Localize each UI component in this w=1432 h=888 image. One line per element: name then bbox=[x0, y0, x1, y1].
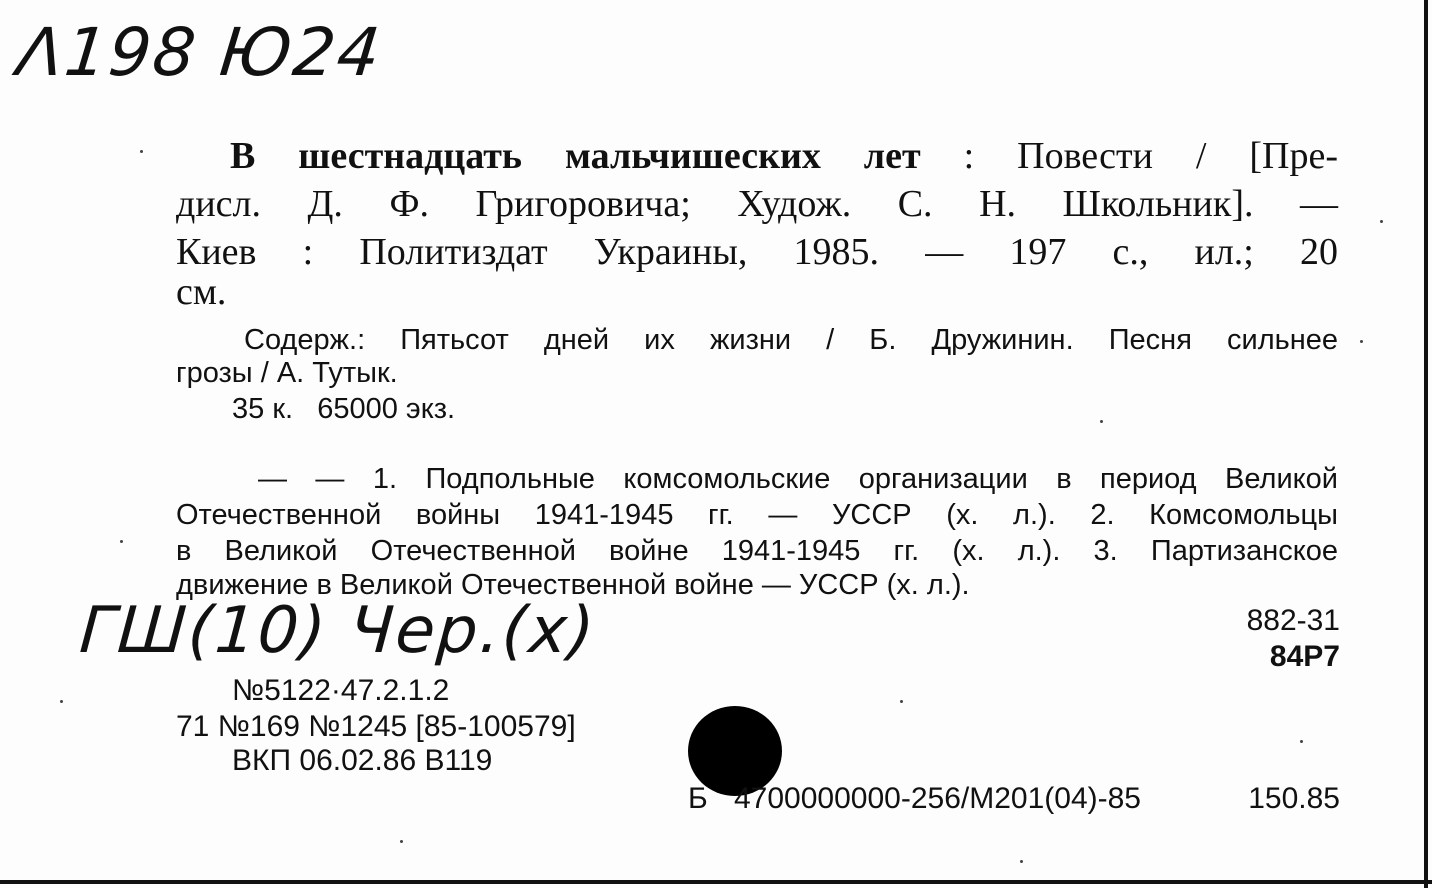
card-numbers: 71 №169 №1245 [85-100579] bbox=[176, 710, 576, 743]
card-edge-bottom bbox=[0, 880, 1432, 884]
scan-speck bbox=[400, 840, 403, 843]
bottom-prefix: Б bbox=[688, 782, 708, 815]
description-line-1 bbox=[230, 132, 1338, 180]
scan-speck bbox=[1100, 420, 1103, 423]
scan-speck bbox=[1380, 220, 1383, 223]
subjects-line-4: движение в Великой Отечественной войне — УССР (х. л.). bbox=[176, 569, 970, 601]
subjects-line-1: — — 1. Подпольные комсомольские организации в период Великой bbox=[258, 463, 1338, 495]
bottom-code: 4700000000-256/М201(04)-85 bbox=[734, 782, 1141, 815]
description-line-1-rest: : Повести / [Пре- bbox=[920, 135, 1338, 177]
description-line-4: см. bbox=[176, 271, 227, 313]
registration-number: №5122·47.2.1.2 bbox=[232, 674, 450, 707]
book-title: В шестнадцать мальчишеских лет bbox=[230, 135, 921, 177]
subjects-line-2: Отечественной войны 1941-1945 гг. — УССР (х. л.). 2. Комсомольцы bbox=[176, 499, 1338, 531]
scan-speck bbox=[1020, 860, 1023, 863]
scan-speck bbox=[60, 700, 63, 703]
scan-speck bbox=[140, 150, 143, 153]
classification-code-2: 84Р7 bbox=[1269, 640, 1340, 673]
scan-speck bbox=[1300, 740, 1303, 743]
scan-speck bbox=[900, 700, 903, 703]
handwritten-shelf-mark: Λ198 Ю24 bbox=[13, 14, 386, 91]
description-line-3: Киев : Политиздат Украины, 1985. — 197 с., ил.; 20 bbox=[176, 231, 1338, 273]
contents-line-1: Содерж.: Пятьсот дней их жизни / Б. Дружинин. Песня сильнее bbox=[244, 324, 1338, 356]
description-line-2: дисл. Д. Ф. Григоровича; Худож. С. Н. Школьник]. — bbox=[176, 183, 1338, 225]
price-and-print-run: 35 к. 65000 экз. bbox=[232, 393, 456, 425]
contents-line-2: грозы / А. Тутык. bbox=[176, 357, 398, 389]
card-edge-right bbox=[1424, 0, 1428, 888]
classification-code-1: 882-31 bbox=[1246, 604, 1340, 637]
scan-speck bbox=[120, 540, 123, 543]
subjects-line-3: в Великой Отечественной войне 1941-1945 гг. (х. л.). 3. Партизанское bbox=[176, 535, 1338, 567]
handwritten-location-note: ГШ(10) Чер.(x) bbox=[77, 594, 599, 668]
bottom-price: 150.85 bbox=[1248, 782, 1340, 815]
vkp-code: ВКП 06.02.86 В119 bbox=[232, 744, 493, 777]
scan-speck bbox=[1360, 340, 1363, 343]
